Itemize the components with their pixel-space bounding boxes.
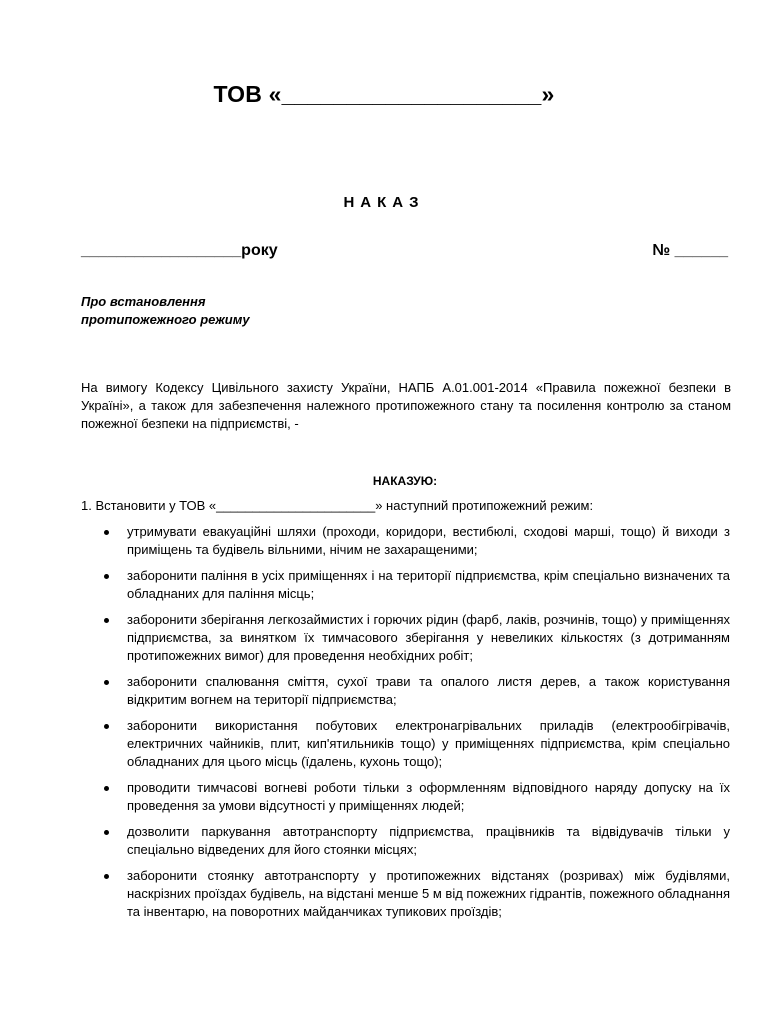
order-number-line: № ______ <box>652 242 728 259</box>
bullet-icon <box>104 830 109 835</box>
list-item-text: заборонити зберігання легкозаймистих і горючих рідин (фарб, лаків, розчинів, тощо) у приміщеннях підприємства, за винятком їх тимчасового зберігання у невеликих кількостях (з дотриманням протипожежних вимог) для проведення необхідних робіт; <box>127 612 730 663</box>
bullet-icon <box>104 618 109 623</box>
list-item <box>104 823 730 859</box>
order-heading: НАКАЗ <box>343 194 425 211</box>
list-item <box>104 673 730 709</box>
bullet-icon <box>104 724 109 729</box>
list-item-text: проводити тимчасові вогневі роботи тільки з оформленням відповідного наряду допуску на їх проведення за умови відсутності у приміщеннях людей; <box>127 780 730 813</box>
point-1: 1. Встановити у ТОВ «______________________» наступний протипожежний режим: <box>81 498 594 513</box>
order-subject: Про встановлення протипожежного режиму <box>81 294 250 327</box>
list-item <box>104 717 730 771</box>
list-item-text: заборонити використання побутових електронагрівальних приладів (електрообігрівачів, електричних чайників, плит, кип'ятильників тощо) у приміщеннях підприємства, крім спеціально обладнаних для цього місць (їдалень, кухонь тощо); <box>127 718 730 769</box>
company-title: ТОВ «____________________» <box>213 81 555 107</box>
list-item-text: дозволити паркування автотранспорту підприємства, працівників та відвідувачів тільки у спеціально відведених для його стоянки місцях; <box>127 824 730 857</box>
bullet-icon <box>104 530 109 535</box>
preamble-paragraph: На вимогу Кодексу Цивільного захисту України, НАПБ А.01.001-2014 «Правила пожежної безпеки в Україні», а також для забезпечення належного протипожежного стану та посилення контролю за станом пожежної безпеки на підприємстві, - <box>81 380 731 431</box>
list-item <box>104 523 730 559</box>
list-item-text: утримувати евакуаційні шляхи (проходи, коридори, вестибюлі, сходові марші, тощо) й виходи з приміщень та будівель вільними, нічим не захаращеними; <box>127 524 730 557</box>
list-item <box>104 867 730 921</box>
list-item-text: заборонити стоянку автотранспорту у протипожежних відстанях (розривах) між будівлями, наскрізних проїздах будівель, на відстані менше 5 м від пожежних гідрантів, пожежного обладнання та інвентарю, на поворотних майданчиках тупикових проїздів; <box>127 868 730 919</box>
bullet-icon <box>104 874 109 879</box>
list-item-text: заборонити паління в усіх приміщеннях і на території підприємства, крім спеціально визначених та обладнаних для паління місць; <box>127 568 730 601</box>
bullet-icon <box>104 786 109 791</box>
bullet-icon <box>104 680 109 685</box>
list-item <box>104 611 730 665</box>
order-word: НАКАЗУЮ: <box>372 474 438 488</box>
list-item-text: заборонити спалювання сміття, сухої трави та опалого листя дерев, а також користування відкритим вогнем на території підприємства; <box>127 674 730 707</box>
regime-list <box>104 523 730 929</box>
list-item <box>104 779 730 815</box>
list-item <box>104 567 730 603</box>
bullet-icon <box>104 574 109 579</box>
date-line: __________________року <box>81 242 278 259</box>
